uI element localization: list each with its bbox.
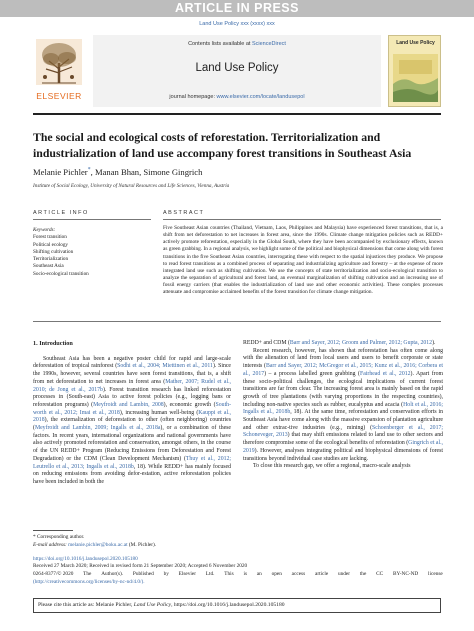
cite-prefix: Please cite this article as: Melanie Pichler,: [38, 602, 134, 608]
citation-link[interactable]: Fairhead et al., 2012: [359, 370, 411, 377]
citation-link[interactable]: Holt et al., 2016; Ingalls et al., 2018b: [243, 401, 443, 416]
homepage-prefix: journal homepage:: [169, 94, 217, 100]
author-list: [33, 167, 443, 177]
email-suffix: (M. Pichler).: [127, 541, 157, 548]
paragraph-text: To close this research gap, we offer a regional, macro-scale analysis: [253, 463, 411, 470]
issn-license-word: by: [163, 571, 169, 578]
article-title: The social and ecological costs of reforestation. Territorialization and industrialization of land use accompany forest transitions in Southeast Asia: [33, 130, 412, 160]
author-name[interactable]: Manan Bhan: [94, 167, 140, 177]
elsevier-tree-icon: [36, 39, 82, 85]
paragraph-text: Southeast Asia has been a negative poster child for rapid and large-scale deforestation of tropical rainforest (: [33, 355, 231, 370]
article-info-heading: ARTICLE INFO: [33, 210, 89, 216]
issn-license-word: CC: [376, 571, 384, 578]
citation-link[interactable]: Sodhi et al., 2004; Miettinen et al., 2011: [117, 363, 213, 370]
email-line: [33, 542, 443, 550]
intro-paragraph: [243, 463, 443, 471]
footnote-rule: [33, 530, 73, 531]
corresponding-author-note: * Corresponding author.: [33, 534, 85, 540]
header-rule: [33, 113, 441, 115]
citation-link[interactable]: Gingrich et al., 2019: [243, 440, 443, 454]
issn-license-word: Elsevier: [178, 571, 197, 578]
paragraph-text: ), economic growth (: [163, 401, 216, 408]
author-separator: ,: [139, 167, 144, 177]
paragraph-text: REDD+ and CDM (: [243, 340, 290, 346]
journal-header: [33, 35, 441, 109]
issn-license-word: 0264-8377/© 2020: [33, 571, 74, 578]
received-dates: Received 27 March 2020; Received in revised form 21 September 2020; Accepted 6 November 2020: [33, 563, 248, 570]
issn-license-word: This: [224, 571, 234, 578]
contents-line: [93, 41, 381, 47]
footnotes: [33, 534, 443, 587]
paragraph-text: ), the externalization of deforestation to other (often neighboring) countries (: [33, 417, 231, 432]
paragraph-text: , 18). At the same time, reforestation and conservation efforts in Southeast Asia have come along with the massive expansion of plantation agriculture and other extrac-tive industries (e.g., mining) (: [243, 409, 443, 431]
homepage-line: [93, 94, 381, 100]
paragraph-text: ), increasing human well-being (: [119, 409, 199, 416]
paragraph-text: ). Since the 1990s, however, several countries have seen forest transitions, that is, a shift from net deforestation to net increases in forest area (: [33, 363, 231, 385]
citation-link[interactable]: Barr and Sayer, 2012; McGregor et al., 2015; Kunz et al., 2016; Corbera et al., 2017: [243, 363, 444, 377]
paragraph-text: ) – a process labelled green grabbing (: [264, 370, 360, 377]
issn-license-word: The: [83, 571, 92, 578]
abstract-heading: ABSTRACT: [163, 210, 205, 216]
issn-license-word: Ltd.: [205, 571, 215, 578]
sciencedirect-link[interactable]: ScienceDirect: [251, 41, 286, 47]
author-name[interactable]: Simone Gingrich: [143, 167, 203, 177]
issn-license-word: is: [243, 571, 248, 578]
affiliation: Institute of Social Ecology, University of Natural Resources and Life Sciences, Vienna, Austria: [33, 183, 230, 189]
issn-license-word: Author(s).: [101, 571, 124, 578]
intro-paragraph: [243, 348, 443, 464]
issn-license-word: open: [271, 571, 282, 578]
abstract-rule: [163, 219, 441, 220]
paragraph-text: ) that may shift emissions related to land use to other sectors and therefore compromise some of the ecological benefits of reforestation (: [243, 432, 443, 447]
abstract-bottom-rule: [33, 321, 441, 322]
email-label: E-mail address:: [33, 541, 69, 548]
paragraph-text: ).: [432, 340, 436, 346]
citation-link[interactable]: South-worth et al., 2012; Imai et al., 2018: [33, 401, 232, 416]
author-name[interactable]: Melanie Pichler: [33, 167, 88, 177]
keyword-item: Political ecology: [33, 241, 69, 248]
article-info-rule: [33, 219, 151, 220]
email-link[interactable]: melanie.pichler@boku.ac.at: [68, 541, 128, 548]
intro-paragraph-continued: [243, 340, 443, 348]
contents-prefix: Contents lists available at: [188, 41, 252, 47]
keywords-label: Keywords:: [33, 227, 56, 233]
issn-license-word: license: [428, 571, 443, 578]
keywords-block: [33, 227, 143, 278]
keyword-item: Southeast Asia: [33, 263, 64, 270]
citation-link[interactable]: Meyfroidt and Lambin, 2008: [93, 401, 164, 408]
paragraph-text: ). However, analyses integrating political and biophysical dimensions of forest transitions beyond individual case studies are lacking.: [243, 447, 443, 462]
keyword-item: Socio-ecological transition: [33, 270, 89, 277]
elsevier-wordmark: ELSEVIER: [36, 91, 82, 101]
cite-this-article-box: [33, 598, 441, 613]
journal-reference-link[interactable]: Land Use Policy xxx (xxxx) xxx: [199, 21, 275, 27]
journal-cover[interactable]: [388, 35, 441, 107]
journal-title: Land Use Policy: [195, 62, 279, 74]
cite-journal: Land Use Policy: [133, 602, 172, 608]
paragraph-text: Recent research, however, has shown that reforestation has often come along with the alienation of land from local users and users to benefit corporate or state interests (: [243, 347, 443, 370]
citation-link[interactable]: Thuy et al., 2012; Leutrello et al., 2013; Ingalls et al., 2018b: [33, 455, 231, 470]
cover-landscape-icon: [393, 54, 438, 102]
section-heading-introduction: 1. Introduction: [33, 340, 73, 347]
cite-doi[interactable]: , https://doi.org/10.1016/j.landusepol.2020.105180: [171, 602, 285, 608]
journal-masthead: [93, 35, 381, 107]
issn-license-word: BY-NC-ND: [392, 571, 419, 578]
issn-license-word: the: [359, 571, 367, 578]
paragraph-text: ). Forest transition research has linked reforestation processes in (South-east) Asia to active forest policies (e.g., logging bans or reforestation programs) (: [33, 386, 232, 408]
body-column-left: [33, 340, 231, 487]
issn-license-word: article: [314, 571, 329, 578]
keyword-item: Territorialization: [33, 256, 69, 263]
issn-license-line: [33, 571, 443, 579]
issn-license-word: access: [291, 571, 306, 578]
abstract-text: Five Southeast Asian countries (Thailand, Vietnam, Laos, Philippines and Malaysia) have experienced forest transitions, that is, a shift from net deforestation to net increases in forest area, since the 1990s. Climate change mitigation policies such as REDD+ actively promote reforestation, especially in the Global South, where they have been accompanied by exclusionary effects, known as green grabbing. In a regional analysis, we highlight some of the political and biophysical dimensions that come along with forest transitions in the five Southeast Asian countries, interrogating these with respect to the spatial injustices they produce. We propose to read forest transitions as a combined process of separating and industrializing agriculture and forestry – at the expense of more integrated land use such as shifting cultivation. We use the concepts of state territorialization and socio-ecological transition to analyze the separation of agricultural and forest land, an eventual marginalization of shifting cultivation and an increasing use of fossil energy carriers (that enables the industrialization of land use and other economic activities). These complex processes attenuate and compromise acclaimed benefits of the forest transition for climate change mitigation.: [163, 225, 443, 296]
keywords-list: [33, 234, 143, 278]
license-link[interactable]: (http://creativecommons.org/licenses/by-nc-nd/4.0/).: [33, 578, 145, 585]
keyword-item: Forest transition: [33, 234, 67, 241]
citation-link[interactable]: Barr and Sayer, 2012; Groom and Palmer, 2012; Gupta, 2012: [289, 340, 433, 346]
citation-link[interactable]: Meyfroidt and Lambin, 2009; Ingalls et al., 2018a: [34, 425, 161, 432]
body-column-right: [243, 340, 443, 471]
journal-homepage-link[interactable]: www.elsevier.com/locate/landusepol: [216, 94, 305, 100]
elsevier-logo: [33, 37, 85, 107]
cover-title: Land Use Policy: [396, 40, 435, 46]
keyword-item: Shifting cultivation: [33, 248, 74, 255]
paragraph-text: ), or a combination of these factors. In recent years, international organizations and national governments have also actively promoted reforestation and conservation, amongst others, in the course of the UN REDD+ Program (Reducing Emissions from Deforestation and Forest Degradation) or the CDM (Clean Development Mechanism) (: [33, 425, 231, 462]
corresponding-author-mark[interactable]: *: [87, 167, 91, 174]
paragraph-text: , 18). While REDD+ has mainly focused on reducing emissions from avoiding defor-estation, active reforestation policies have been included in both the: [33, 463, 231, 485]
doi-link[interactable]: https://doi.org/10.1016/j.landusepol.2020.105180: [33, 555, 138, 562]
intro-paragraph: [33, 356, 231, 487]
issn-license-word: an: [256, 571, 262, 578]
citation-link[interactable]: Kauppi et al., 2018: [33, 409, 231, 424]
paragraph-text: ). Apart from these socio-political challenges, the ecological implications of current forest transitions are far from clear. The increasing forest area is mainly based on the rapid growth of tree plantations (with varying proportions in the respecting countries), including non-native species such as rubber, eucalyptus and acacia (: [243, 370, 443, 408]
citation-link[interactable]: Schoenberger et al., 2017; Schoneveger, 2013: [243, 424, 443, 439]
author-separator: ,: [90, 167, 95, 177]
citation-link[interactable]: Mather, 2007; Rudel et al., 2010; de Jong et al., 2017b: [33, 378, 231, 393]
issn-license-word: Published: [132, 571, 154, 578]
issn-license-word: under: [337, 571, 351, 578]
article-in-press-banner: ARTICLE IN PRESS: [0, 0, 474, 17]
